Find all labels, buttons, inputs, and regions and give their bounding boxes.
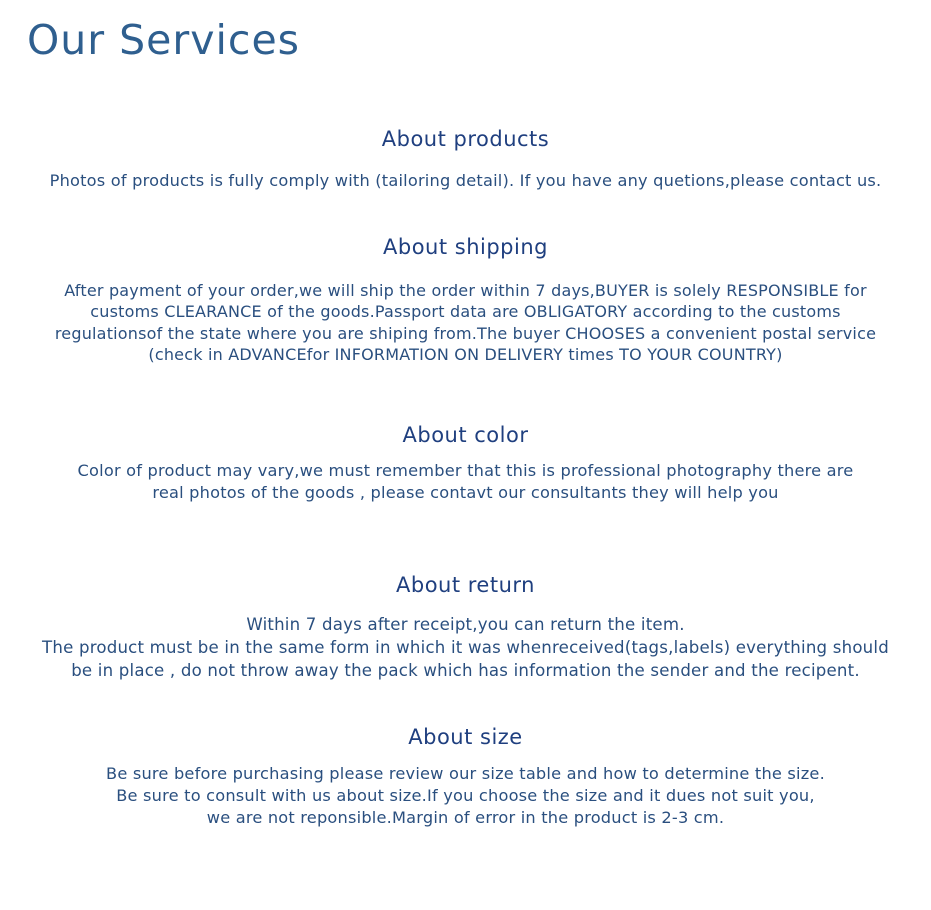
section-about-return	[0, 573, 931, 682]
body-line: (check in ADVANCEfor INFORMATION ON DELIVERY times TO YOUR COUNTRY)	[148, 344, 783, 364]
body-line: be in place , do not throw away the pack which has information the sender and the recipent.	[71, 661, 860, 680]
section-about-size	[0, 725, 931, 829]
body-line: regulationsof the state where you are shiping from.The buyer CHOOSES a convenient postal service	[54, 323, 877, 343]
section-heading-color: About color	[402, 423, 529, 447]
section-body-shipping	[0, 280, 931, 365]
page-title: Our Services	[27, 16, 301, 64]
body-line: Color of product may vary,we must remember that this is professional photography there are	[77, 461, 854, 480]
section-body-color	[0, 460, 931, 504]
section-body-return	[0, 613, 931, 682]
body-line: Be sure to consult with us about size.If you choose the size and it dues not suit you,	[116, 786, 815, 805]
body-line: The product must be in the same form in which it was whenreceived(tags,labels) everything should	[42, 638, 889, 657]
section-body-products	[0, 170, 931, 192]
section-about-products	[0, 127, 931, 192]
body-line: Within 7 days after receipt,you can return the item.	[246, 615, 685, 634]
section-heading-products: About products	[381, 127, 550, 151]
section-heading-size: About size	[408, 725, 523, 749]
section-heading-shipping: About shipping	[383, 235, 548, 259]
section-body-size	[0, 763, 931, 829]
body-line: After payment of your order,we will ship the order within 7 days,BUYER is solely RESPONSIBLE for	[64, 281, 867, 300]
body-line: customs CLEARANCE of the goods.Passport data are OBLIGATORY according to the customs	[90, 302, 841, 322]
section-heading-return: About return	[396, 573, 535, 597]
body-line: real photos of the goods , please contavt our consultants they will help you	[152, 483, 779, 502]
section-about-shipping	[0, 235, 931, 365]
body-line: Be sure before purchasing please review our size table and how to determine the size.	[106, 764, 825, 783]
body-line: Photos of products is fully comply with (tailoring detail). If you have any quetions,please contact us.	[49, 171, 882, 190]
section-about-color	[0, 423, 931, 504]
body-line: we are not reponsible.Margin of error in the product is 2-3 cm.	[206, 808, 725, 827]
